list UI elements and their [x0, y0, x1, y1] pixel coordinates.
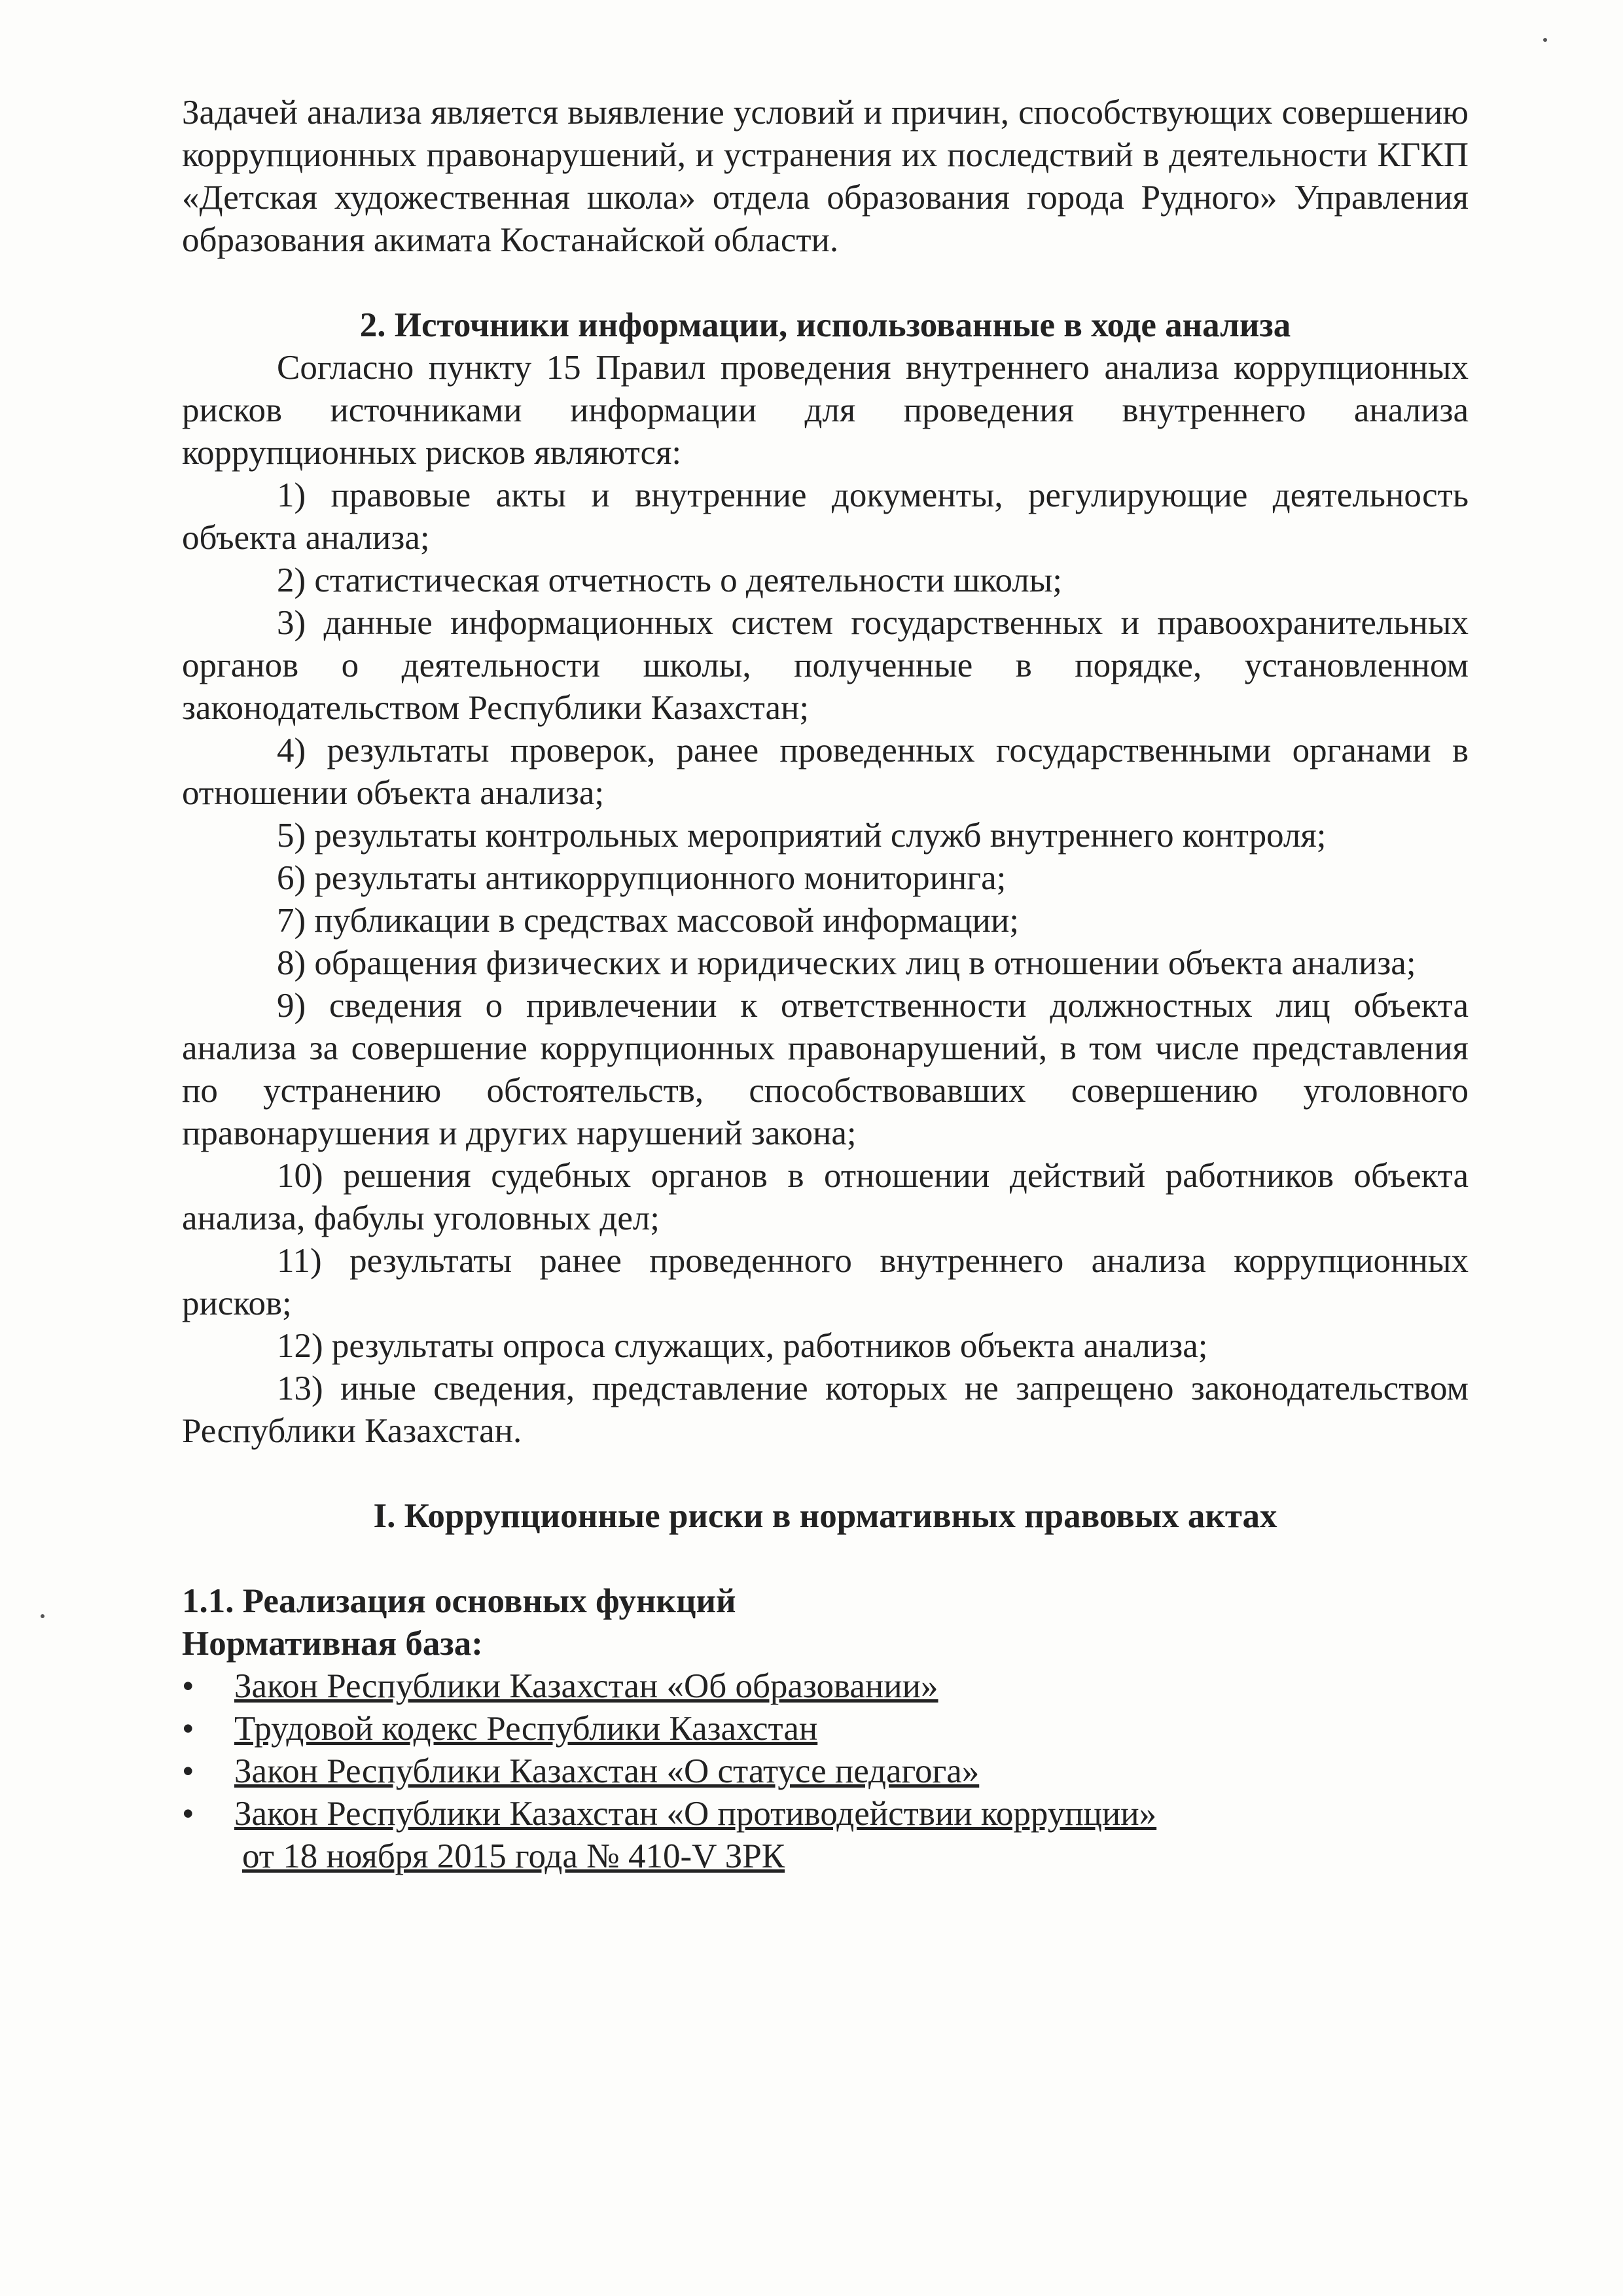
scan-speck: [41, 1614, 45, 1618]
law-education-link[interactable]: Закон Республики Казахстан «Об образовании»: [234, 1667, 938, 1705]
scan-speck: [1543, 38, 1547, 42]
list-item: [182, 1750, 1469, 1793]
list-item: [182, 1665, 1469, 1708]
bullet-icon: •: [182, 1667, 194, 1705]
source-item: 7) публикации в средствах массовой информации;: [277, 902, 1020, 940]
bullet-icon: •: [182, 1795, 194, 1833]
source-item: 3) данные информационных систем государственных и правоохранительных органов о деятельности школы, полученные в порядке, установленном законодательством Республики Казахстан;: [182, 604, 1469, 727]
bullet-icon: •: [182, 1710, 194, 1748]
law-anticorruption-link[interactable]: [234, 1795, 1156, 1875]
bullet-icon: •: [182, 1752, 194, 1790]
subsection-title: 1.1. Реализация основных функций: [182, 1582, 736, 1620]
intro-paragraph: Задачей анализа является выявление условий и причин, способствующих совершению коррупционных правонарушений, и устранения их последствий в деятельности КГКП «Детская художественная школа» отдела образования города Рудного» Управления образования акимата Костанайской области.: [182, 94, 1469, 259]
source-item: 6) результаты антикоррупционного мониторинга;: [277, 859, 1007, 897]
source-item: 10) решения судебных органов в отношении действий работников объекта анализа, фабулы уголовных дел;: [182, 1157, 1469, 1237]
law-anticorruption-title: Закон Республики Казахстан «О противодействии коррупции»: [234, 1795, 1157, 1833]
list-item: [182, 1793, 1469, 1878]
section-2-lead: Согласно пункту 15 Правил проведения внутреннего анализа коррупционных рисков источниками информации для проведения внутреннего анализа коррупционных рисков являются:: [182, 349, 1469, 472]
source-item: 8) обращения физических и юридических лиц в отношении объекта анализа;: [277, 944, 1416, 982]
list-item: [182, 1708, 1469, 1750]
source-item: 4) результаты проверок, ранее проведенных государственными органами в отношении объекта анализа;: [182, 732, 1469, 812]
source-item: 5) результаты контрольных мероприятий служб внутреннего контроля;: [277, 817, 1327, 855]
law-teacher-status-link[interactable]: Закон Республики Казахстан «О статусе педагога»: [234, 1752, 980, 1790]
source-item: 9) сведения о привлечении к ответственности должностных лиц объекта анализа за совершение коррупционных правонарушений, в том числе представления по устранению обстоятельств, способствовавших совершению уголовного правонарушения и других нарушений закона;: [182, 987, 1469, 1152]
section-2-heading: 2. Источники информации, использованные в ходе анализа: [359, 306, 1291, 344]
source-item: 12) результаты опроса служащих, работников объекта анализа;: [277, 1327, 1208, 1365]
normative-base-label: Нормативная база:: [182, 1625, 483, 1663]
labor-code-link[interactable]: Трудовой кодекс Республики Казахстан: [234, 1710, 818, 1748]
law-anticorruption-date: от 18 ноября 2015 года № 410-V ЗРК: [242, 1837, 785, 1875]
source-item: 11) результаты ранее проведенного внутреннего анализа коррупционных рисков;: [182, 1242, 1469, 1322]
section-1-heading: I. Коррупционные риски в нормативных правовых актах: [373, 1497, 1277, 1535]
normative-base-list: [182, 1665, 1469, 1878]
source-item: 1) правовые акты и внутренние документы, регулирующие деятельность объекта анализа;: [182, 476, 1469, 557]
source-item: 13) иные сведения, представление которых не запрещено законодательством Республики Казахстан.: [182, 1369, 1469, 1450]
source-item: 2) статистическая отчетность о деятельности школы;: [277, 561, 1063, 599]
document-page: [182, 92, 1469, 1878]
